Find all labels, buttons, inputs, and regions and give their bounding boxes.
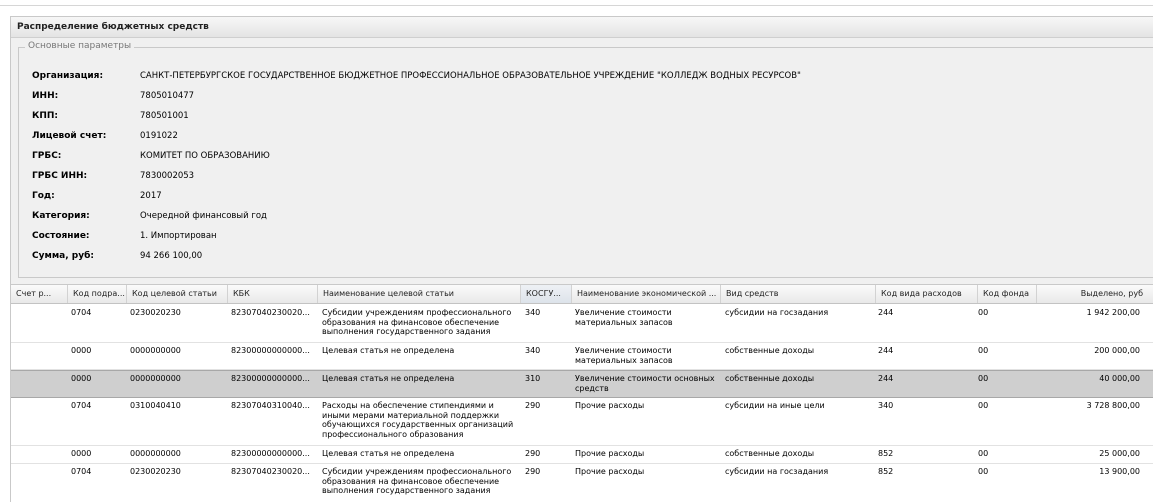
param-grbs [32,148,270,164]
cell-allocated: 13 900,00 [1099,467,1140,476]
cell-economic-name: Увеличение стоимости основных средств [575,374,715,393]
grid-header [11,285,1153,304]
cell-fund-code: 00 [978,374,989,383]
cell-target-name: Расходы на обеспечение стипендиями и иными мерами материальной поддержки обучающихся государственных организаций профессионального образования [322,401,514,439]
cell-kosgu: 290 [525,401,541,410]
column-header-expense-code[interactable]: Код вида расходов [876,285,978,303]
param-category [32,208,267,224]
table-row[interactable] [11,398,1153,446]
param-account [32,128,178,144]
param-year [32,188,162,204]
column-header-fund-code[interactable]: Код фонда [978,285,1037,303]
column-header-target-code[interactable]: Код целевой статьи [127,285,228,303]
cell-allocated: 1 942 200,00 [1086,308,1140,317]
param-sum [32,248,202,264]
param-label: ГРБС: [32,151,62,161]
cell-kosgu: 310 [525,374,541,383]
cell-funds-type: собственные доходы [725,346,815,355]
cell-target-code: 0000000000 [130,346,181,355]
param-label: Сумма, руб: [32,251,95,261]
cell-allocated: 3 728 800,00 [1086,401,1140,410]
cell-target-code: 0230020230 [130,308,181,317]
param-label: Состояние: [32,231,90,241]
table-row[interactable] [11,305,1153,343]
cell-expense-code: 852 [878,467,894,476]
param-value: САНКТ-ПЕТЕРБУРГСКОЕ ГОСУДАРСТВЕННОЕ БЮДЖЕТНОЕ ПРОФЕССИОНАЛЬНОЕ ОБРАЗОВАТЕЛЬНОЕ УЧРЕЖДЕНИЕ "КОЛЛЕДЖ ВОДНЫХ РЕСУРСОВ" [140,71,801,81]
cell-division-code: 0000 [71,449,92,458]
cell-target-name: Целевая статья не определена [322,346,455,355]
param-inn [32,88,194,104]
param-organization [32,68,801,84]
cell-funds-type: субсидии на госзадания [725,467,829,476]
param-grbs-inn [32,168,194,184]
cell-division-code: 0000 [71,346,92,355]
param-value: 7805010477 [140,91,195,101]
cell-expense-code: 852 [878,449,894,458]
cell-target-code: 0310040410 [130,401,181,410]
param-value: КОМИТЕТ ПО ОБРАЗОВАНИЮ [140,151,270,161]
table-row-selected[interactable] [11,370,1153,398]
table-row[interactable] [11,343,1153,370]
cell-kosgu: 340 [525,308,541,317]
cell-kbk: 82300000000000... [231,374,310,383]
cell-division-code: 0000 [71,374,92,383]
cell-target-code: 0000000000 [130,374,181,383]
param-value: 780501001 [140,111,189,121]
param-label: ГРБС ИНН: [32,171,88,181]
cell-economic-name: Прочие расходы [575,449,645,458]
cell-kbk: 82307040230020... [231,467,310,476]
table-row[interactable] [11,446,1153,464]
cell-fund-code: 00 [978,449,989,458]
cell-kosgu: 290 [525,449,541,458]
cell-funds-type: субсидии на иные цели [725,401,825,410]
cell-economic-name: Прочие расходы [575,401,645,410]
cell-allocated: 200 000,00 [1094,346,1140,355]
cell-funds-type: собственные доходы [725,374,815,383]
cell-economic-name: Увеличение стоимости материальных запасов [575,308,673,327]
param-state [32,228,217,244]
column-header-economic-name[interactable]: Наименование экономической ... [572,285,721,303]
cell-funds-type: собственные доходы [725,449,815,458]
cell-kbk: 82300000000000... [231,346,310,355]
cell-target-code: 0230020230 [130,467,181,476]
cell-target-name: Субсидии учреждениям профессионального образования на финансовое обеспечение выполнения государственного задания [322,308,512,336]
cell-kbk: 82307040230020... [231,308,310,317]
cell-target-name: Целевая статья не определена [322,374,455,383]
param-kpp [32,108,189,124]
cell-target-code: 0000000000 [130,449,181,458]
panel-title: Распределение бюджетных средств [11,17,1153,38]
param-value: Очередной финансовый год [140,211,267,221]
cell-funds-type: субсидии на госзадания [725,308,829,317]
cell-division-code: 0704 [71,467,92,476]
cell-allocated: 40 000,00 [1099,374,1140,383]
cell-fund-code: 00 [978,401,989,410]
cell-target-name: Субсидии учреждениям профессионального образования на финансовое обеспечение выполнения государственного задания [322,467,512,495]
param-value: 1. Импортирован [140,231,217,241]
param-value: 94 266 100,00 [140,251,203,261]
param-label: Организация: [32,71,104,81]
cell-target-name: Целевая статья не определена [322,449,455,458]
cell-fund-code: 00 [978,308,989,317]
cell-fund-code: 00 [978,467,989,476]
param-value: 2017 [140,191,162,201]
allocation-grid [11,284,1153,502]
top-strip [0,0,1153,6]
cell-allocated: 25 000,00 [1099,449,1140,458]
cell-expense-code: 244 [878,346,894,355]
column-header-division-code[interactable]: Код подра... [68,285,127,303]
column-header-target-name[interactable]: Наименование целевой статьи [318,285,521,303]
cell-kosgu: 340 [525,346,541,355]
cell-division-code: 0704 [71,401,92,410]
column-header-allocated[interactable]: Выделено, руб [1037,285,1153,303]
cell-kbk: 82307040310040... [231,401,310,410]
column-header-account[interactable]: Счет р... [11,285,68,303]
budget-distribution-panel [10,16,1153,502]
cell-expense-code: 340 [878,401,894,410]
cell-expense-code: 244 [878,374,894,383]
param-label: Лицевой счет: [32,131,107,141]
cell-division-code: 0704 [71,308,92,317]
column-header-funds-type[interactable]: Вид средств [721,285,876,303]
fieldset-legend: Основные параметры [25,41,134,51]
table-row[interactable] [11,464,1153,502]
main-params-fieldset [18,41,1153,278]
param-value: 7830002053 [140,171,195,181]
param-label: Категория: [32,211,90,221]
param-label: КПП: [32,111,59,121]
cell-expense-code: 244 [878,308,894,317]
param-label: ИНН: [32,91,59,101]
column-header-kbk[interactable]: КБК [228,285,318,303]
cell-kbk: 82300000000000... [231,449,310,458]
cell-fund-code: 00 [978,346,989,355]
param-label: Год: [32,191,55,201]
param-value: 0191022 [140,131,178,141]
column-header-kosgu[interactable]: КОСГУ... [521,285,572,303]
cell-economic-name: Прочие расходы [575,467,645,476]
cell-kosgu: 290 [525,467,541,476]
cell-economic-name: Увеличение стоимости материальных запасов [575,346,673,365]
